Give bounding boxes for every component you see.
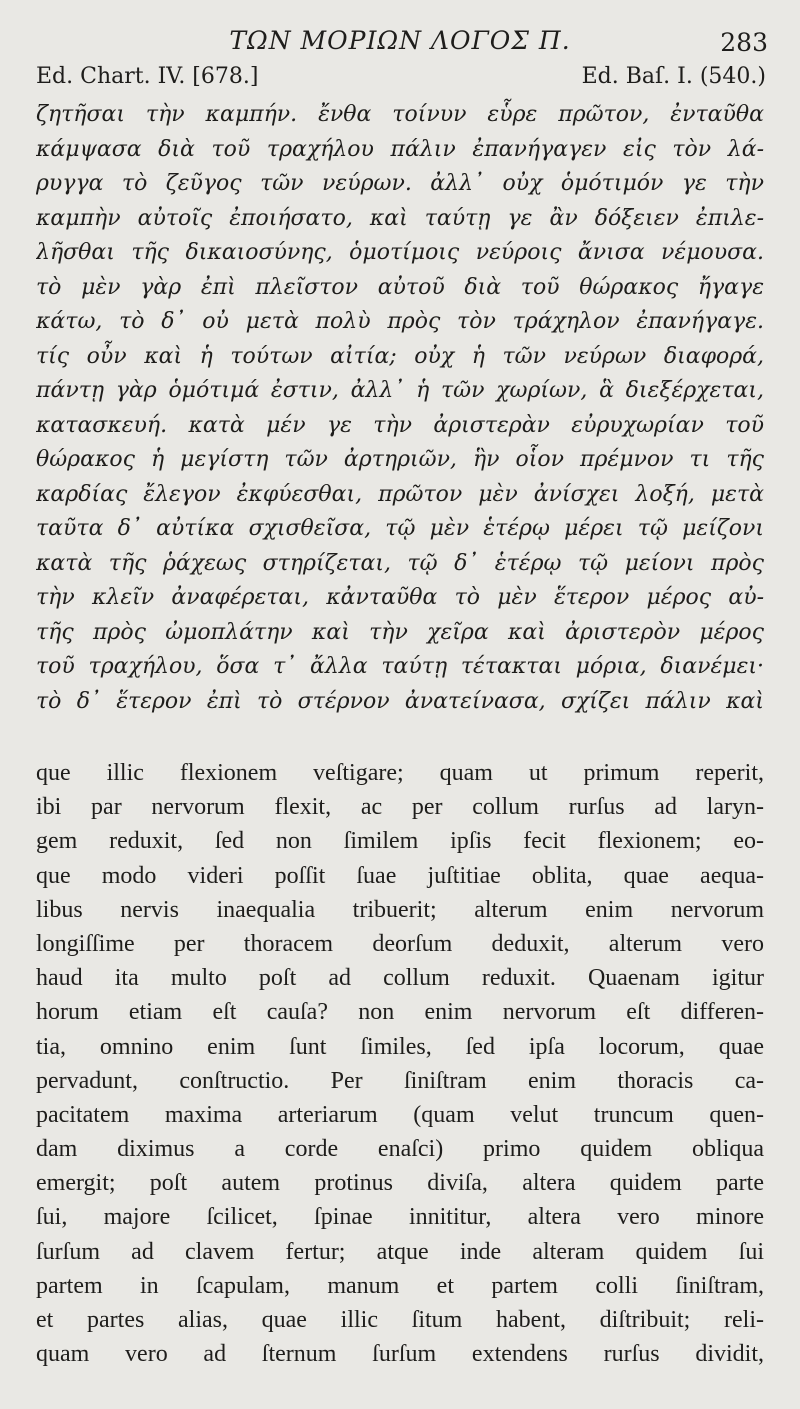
greek-line: τὸ δ᾿ ἕτερον ἐπὶ τὸ στέρνον ἀνατείνασα, σχίζει πάλιν καὶ: [36, 688, 764, 714]
latin-line: ibi par nervorum flexit, ac per collum rurſus ad laryn-: [36, 794, 764, 821]
latin-line: quam vero ad ſternum ſurſum extendens rurſus dividit,: [36, 1341, 764, 1368]
greek-line: τοῦ τραχήλου, ὅσα τ᾿ ἄλλα ταύτῃ τέτακται μόρια, διανέμει·: [36, 654, 764, 679]
latin-line: ſurſum ad clavem fertur; atque inde alteram quidem ſui: [36, 1238, 764, 1265]
greek-line: κάτω, τὸ δ᾿ οὐ μετὰ πολὺ πρὸς τὸν τράχηλον ἐπανήγαγε.: [36, 309, 764, 334]
latin-line: ſui, majore ſcilicet, ſpinae innititur, altera vero minore: [36, 1204, 764, 1231]
greek-line: κατασκευή. κατὰ μέν γε τὴν ἀριστερὰν εὐρυχωρίαν τοῦ: [36, 412, 764, 438]
greek-line: ζητῆσαι τὴν καμπήν. ἔνθα τοίνυν εὗρε πρῶτον, ἐνταῦθα: [36, 102, 764, 127]
latin-line: pervadunt, conſtructio. Per ſiniſtram enim thoracis ca-: [36, 1067, 764, 1094]
greek-line: καμπὴν αὐτοῖς ἐποιήσατο, καὶ ταύτῃ γε ἂν δόξειεν ἐπιλε-: [36, 205, 764, 231]
page-number: 283: [720, 28, 768, 57]
latin-line: horum etiam eſt cauſa? non enim nervorum eſt differen-: [36, 999, 764, 1026]
latin-line: longiſſime per thoracem deorſum deduxit, alterum vero: [36, 930, 764, 957]
latin-line: emergit; poſt autem protinus diviſa, altera quidem parte: [36, 1170, 764, 1197]
latin-text-block: [36, 756, 764, 1371]
greek-line: πάντῃ γὰρ ὁμότιμά ἐστιν, ἀλλ᾿ ἡ τῶν χωρίων, ἃ διεξέρχεται,: [36, 378, 764, 403]
edition-reference-right: Ed. Baſ. I. (540.): [581, 64, 766, 89]
edition-reference-left: Ed. Chart. IV. [678.]: [36, 64, 259, 89]
running-title: ΤΩΝ ΜΟΡΙΩΝ ΛΟΓΟΣ Π.: [229, 26, 571, 55]
latin-line: libus nervis inaequalia tribuerit; alterum enim nervorum: [36, 896, 764, 923]
greek-line: ταῦτα δ᾿ αὐτίκα σχισθεῖσα, τῷ μὲν ἑτέρῳ μέρει τῷ μείζονι: [36, 516, 764, 541]
greek-line: κατὰ τῆς ῥάχεως στηρίζεται, τῷ δ᾿ ἑτέρῳ τῷ μείονι πρὸς: [36, 550, 764, 576]
latin-line: pacitatem maxima arteriarum (quam velut truncum quen-: [36, 1101, 764, 1128]
greek-line: ρυγγα τὸ ζεῦγος τῶν νεύρων. ἀλλ᾿ οὐχ ὁμότιμόν γε τὴν: [36, 171, 764, 196]
latin-line: que modo videri poſſit ſuae juſtitiae oblita, quae aequa-: [36, 862, 764, 889]
latin-line: dam diximus a corde enaſci) primo quidem obliqua: [36, 1136, 764, 1163]
latin-line: tia, omnino enim ſunt ſimiles, ſed ipſa locorum, quae: [36, 1033, 764, 1060]
latin-line: et partes alias, quae illic ſitum habent, diſtribuit; reli-: [36, 1307, 764, 1333]
greek-text-block: [36, 98, 764, 719]
greek-line: τὸ μὲν γὰρ ἐπὶ πλεῖστον αὐτοῦ διὰ τοῦ θώρακος ἤγαγε: [36, 274, 764, 300]
latin-line: gem reduxit, ſed non ſimilem ipſis fecit flexionem; eo-: [36, 828, 764, 855]
greek-line: λῆσθαι τῆς δικαιοσύνης, ὁμοτίμοις νεύροις ἄνισα νέμουσα.: [36, 240, 764, 265]
greek-line: τῆς πρὸς ὠμοπλάτην καὶ τὴν χεῖρα καὶ ἀριστερὸν μέρος: [36, 619, 764, 645]
latin-line: haud ita multo poſt ad collum reduxit. Quaenam igitur: [36, 965, 764, 992]
latin-line: partem in ſcapulam, manum et partem colli ſiniſtram,: [36, 1272, 764, 1299]
latin-line: que illic flexionem veſtigare; quam ut primum reperit,: [36, 760, 764, 786]
greek-line: καρδίας ἔλεγον ἐκφύεσθαι, πρῶτον μὲν ἀνίσχει λοξή, μετὰ: [36, 481, 764, 507]
greek-line: κάμψασα διὰ τοῦ τραχήλου πάλιν ἐπανήγαγεν εἰς τὸν λά-: [36, 136, 764, 162]
greek-line: θώρακος ἡ μεγίστη τῶν ἀρτηριῶν, ἣν οἷον πρέμνον τι τῆς: [36, 447, 764, 472]
greek-line: τὴν κλεῖν ἀναφέρεται, κἀνταῦθα τὸ μὲν ἕτερον μέρος αὐ-: [36, 585, 764, 610]
greek-line: τίς οὖν καὶ ἡ τούτων αἰτία; οὐχ ἡ τῶν νεύρων διαφορά,: [36, 343, 764, 369]
